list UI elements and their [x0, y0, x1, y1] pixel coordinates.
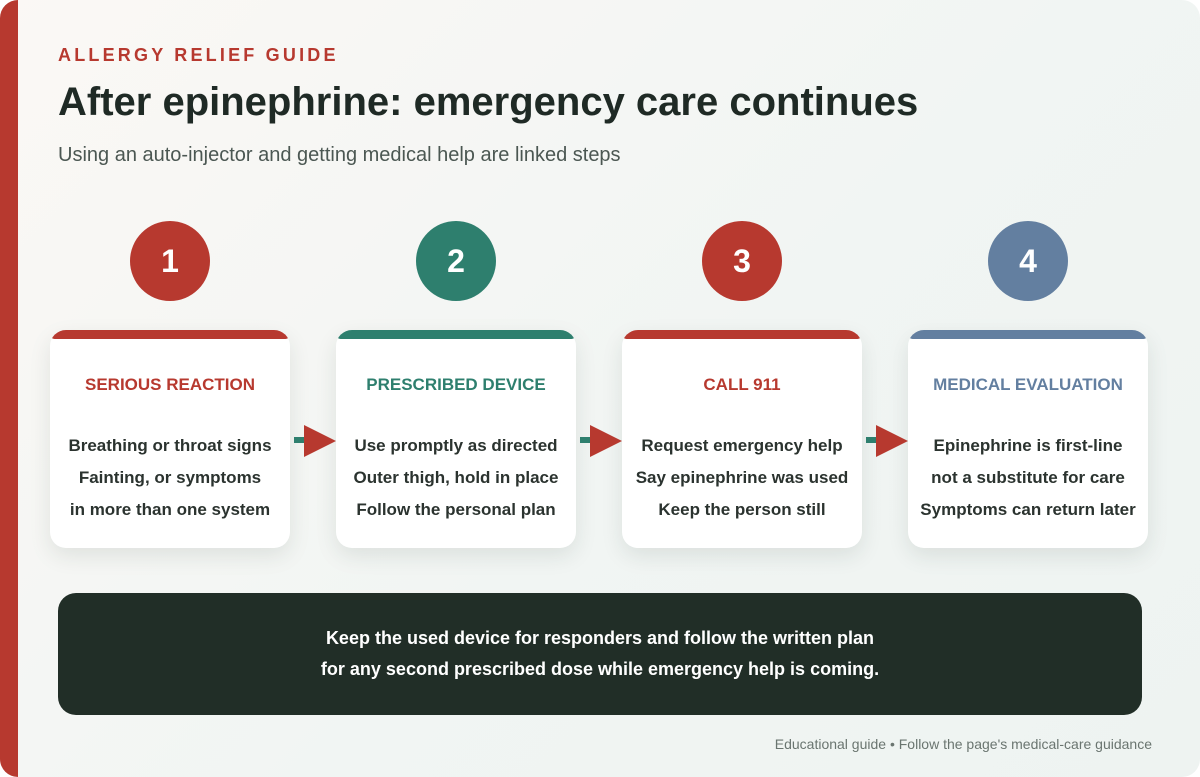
- step-1-badge: 1: [130, 221, 210, 301]
- step-3-lines: [622, 434, 862, 530]
- arrow-right-icon: [294, 423, 338, 459]
- summary-note: [58, 593, 1142, 715]
- step-4-line: Symptoms can return later: [920, 500, 1136, 519]
- step-2-card: [336, 330, 576, 548]
- summary-note-line: Keep the used device for responders and follow the written plan: [325, 628, 875, 648]
- eyebrow-label: ALLERGY RELIEF GUIDE: [58, 45, 339, 65]
- step-3-line: Keep the person still: [658, 500, 826, 519]
- step-3-card-accent: [622, 330, 862, 339]
- step-3-line: Request emergency help: [641, 436, 843, 455]
- step-2-card-accent: [336, 330, 576, 339]
- step-2-title: PRESCRIBED DEVICE: [366, 375, 546, 394]
- step-4-line: Epinephrine is first-line: [933, 436, 1123, 455]
- step-1-line: Fainting, or symptoms: [78, 468, 262, 487]
- step-3-line: Say epinephrine was used: [635, 468, 849, 487]
- left-accent-bar: [0, 0, 18, 777]
- step-1-line: Breathing or throat signs: [68, 436, 272, 455]
- arrow-right-icon: [580, 423, 624, 459]
- step-1-title: SERIOUS REACTION: [84, 375, 256, 394]
- step-1-line: in more than one system: [69, 500, 271, 519]
- step-2-lines: [336, 434, 576, 530]
- step-2-line: Outer thigh, hold in place: [353, 468, 559, 487]
- step-2-badge: 2: [416, 221, 496, 301]
- step-3-card: [622, 330, 862, 548]
- step-4-badge: 4: [988, 221, 1068, 301]
- step-3-title: CALL 911: [703, 375, 781, 394]
- page-title: After epinephrine: emergency care continues: [58, 80, 919, 124]
- step-1-card-accent: [50, 330, 290, 339]
- step-3-badge: 3: [702, 221, 782, 301]
- step-4-card: [908, 330, 1148, 548]
- step-2-line: Use promptly as directed: [354, 436, 558, 455]
- arrow-right-icon: [866, 423, 910, 459]
- step-4-card-accent: [908, 330, 1148, 339]
- step-2-line: Follow the personal plan: [356, 500, 556, 519]
- summary-note-line: for any second prescribed dose while emergency help is coming.: [320, 659, 880, 679]
- step-4-lines: [908, 434, 1148, 530]
- step-1-lines: [50, 434, 290, 530]
- page-subtitle: Using an auto-injector and getting medical help are linked steps: [58, 144, 621, 166]
- step-1-card: [50, 330, 290, 548]
- step-4-line: not a substitute for care: [931, 468, 1125, 487]
- footer-caption: Educational guide • Follow the page's medical-care guidance: [774, 736, 1152, 752]
- step-4-title: MEDICAL EVALUATION: [933, 375, 1123, 394]
